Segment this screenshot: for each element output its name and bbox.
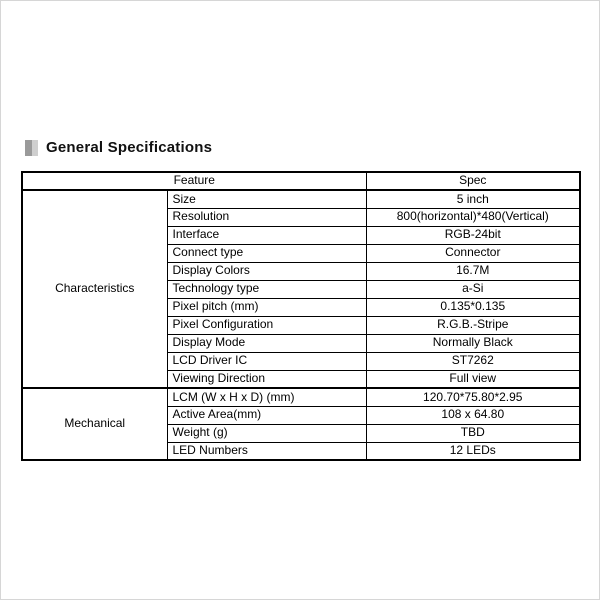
feature-cell: Viewing Direction — [167, 370, 366, 388]
group-label-characteristics: Characteristics — [22, 190, 167, 388]
section-title-row — [25, 139, 212, 156]
header-spec: Spec — [366, 172, 580, 190]
header-feature: Feature — [22, 172, 366, 190]
spec-cell: 5 inch — [366, 190, 580, 208]
feature-cell: Technology type — [167, 280, 366, 298]
spec-cell: a-Si — [366, 280, 580, 298]
feature-cell: Weight (g) — [167, 424, 366, 442]
spec-cell: ST7262 — [366, 352, 580, 370]
specifications-table — [21, 171, 581, 461]
spec-cell: TBD — [366, 424, 580, 442]
spec-cell: 800(horizontal)*480(Vertical) — [366, 208, 580, 226]
feature-cell: Pixel Configuration — [167, 316, 366, 334]
feature-cell: LCD Driver IC — [167, 352, 366, 370]
feature-cell: Pixel pitch (mm) — [167, 298, 366, 316]
spec-cell: R.G.B.-Stripe — [366, 316, 580, 334]
feature-cell: Display Colors — [167, 262, 366, 280]
table-body — [22, 190, 580, 460]
feature-cell: Active Area(mm) — [167, 406, 366, 424]
feature-cell: Interface — [167, 226, 366, 244]
group-label-mechanical: Mechanical — [22, 388, 167, 460]
feature-cell: Size — [167, 190, 366, 208]
table-header — [22, 172, 580, 190]
spec-cell: 16.7M — [366, 262, 580, 280]
spec-cell: RGB-24bit — [366, 226, 580, 244]
feature-cell: Connect type — [167, 244, 366, 262]
feature-cell: LCM (W x H x D) (mm) — [167, 388, 366, 406]
spec-cell: 12 LEDs — [366, 442, 580, 460]
spec-cell: Full view — [366, 370, 580, 388]
spec-cell: Connector — [366, 244, 580, 262]
spec-cell: 0.135*0.135 — [366, 298, 580, 316]
page-title: General Specifications — [46, 139, 213, 156]
header-row — [22, 172, 580, 190]
spec-cell: 108 x 64.80 — [366, 406, 580, 424]
feature-cell: Display Mode — [167, 334, 366, 352]
spec-cell: Normally Black — [366, 334, 580, 352]
section-bullet-icon — [25, 140, 38, 156]
spec-cell: 120.70*75.80*2.95 — [366, 388, 580, 406]
feature-cell: Resolution — [167, 208, 366, 226]
table-row — [22, 388, 580, 406]
table-row — [22, 190, 580, 208]
feature-cell: LED Numbers — [167, 442, 366, 460]
